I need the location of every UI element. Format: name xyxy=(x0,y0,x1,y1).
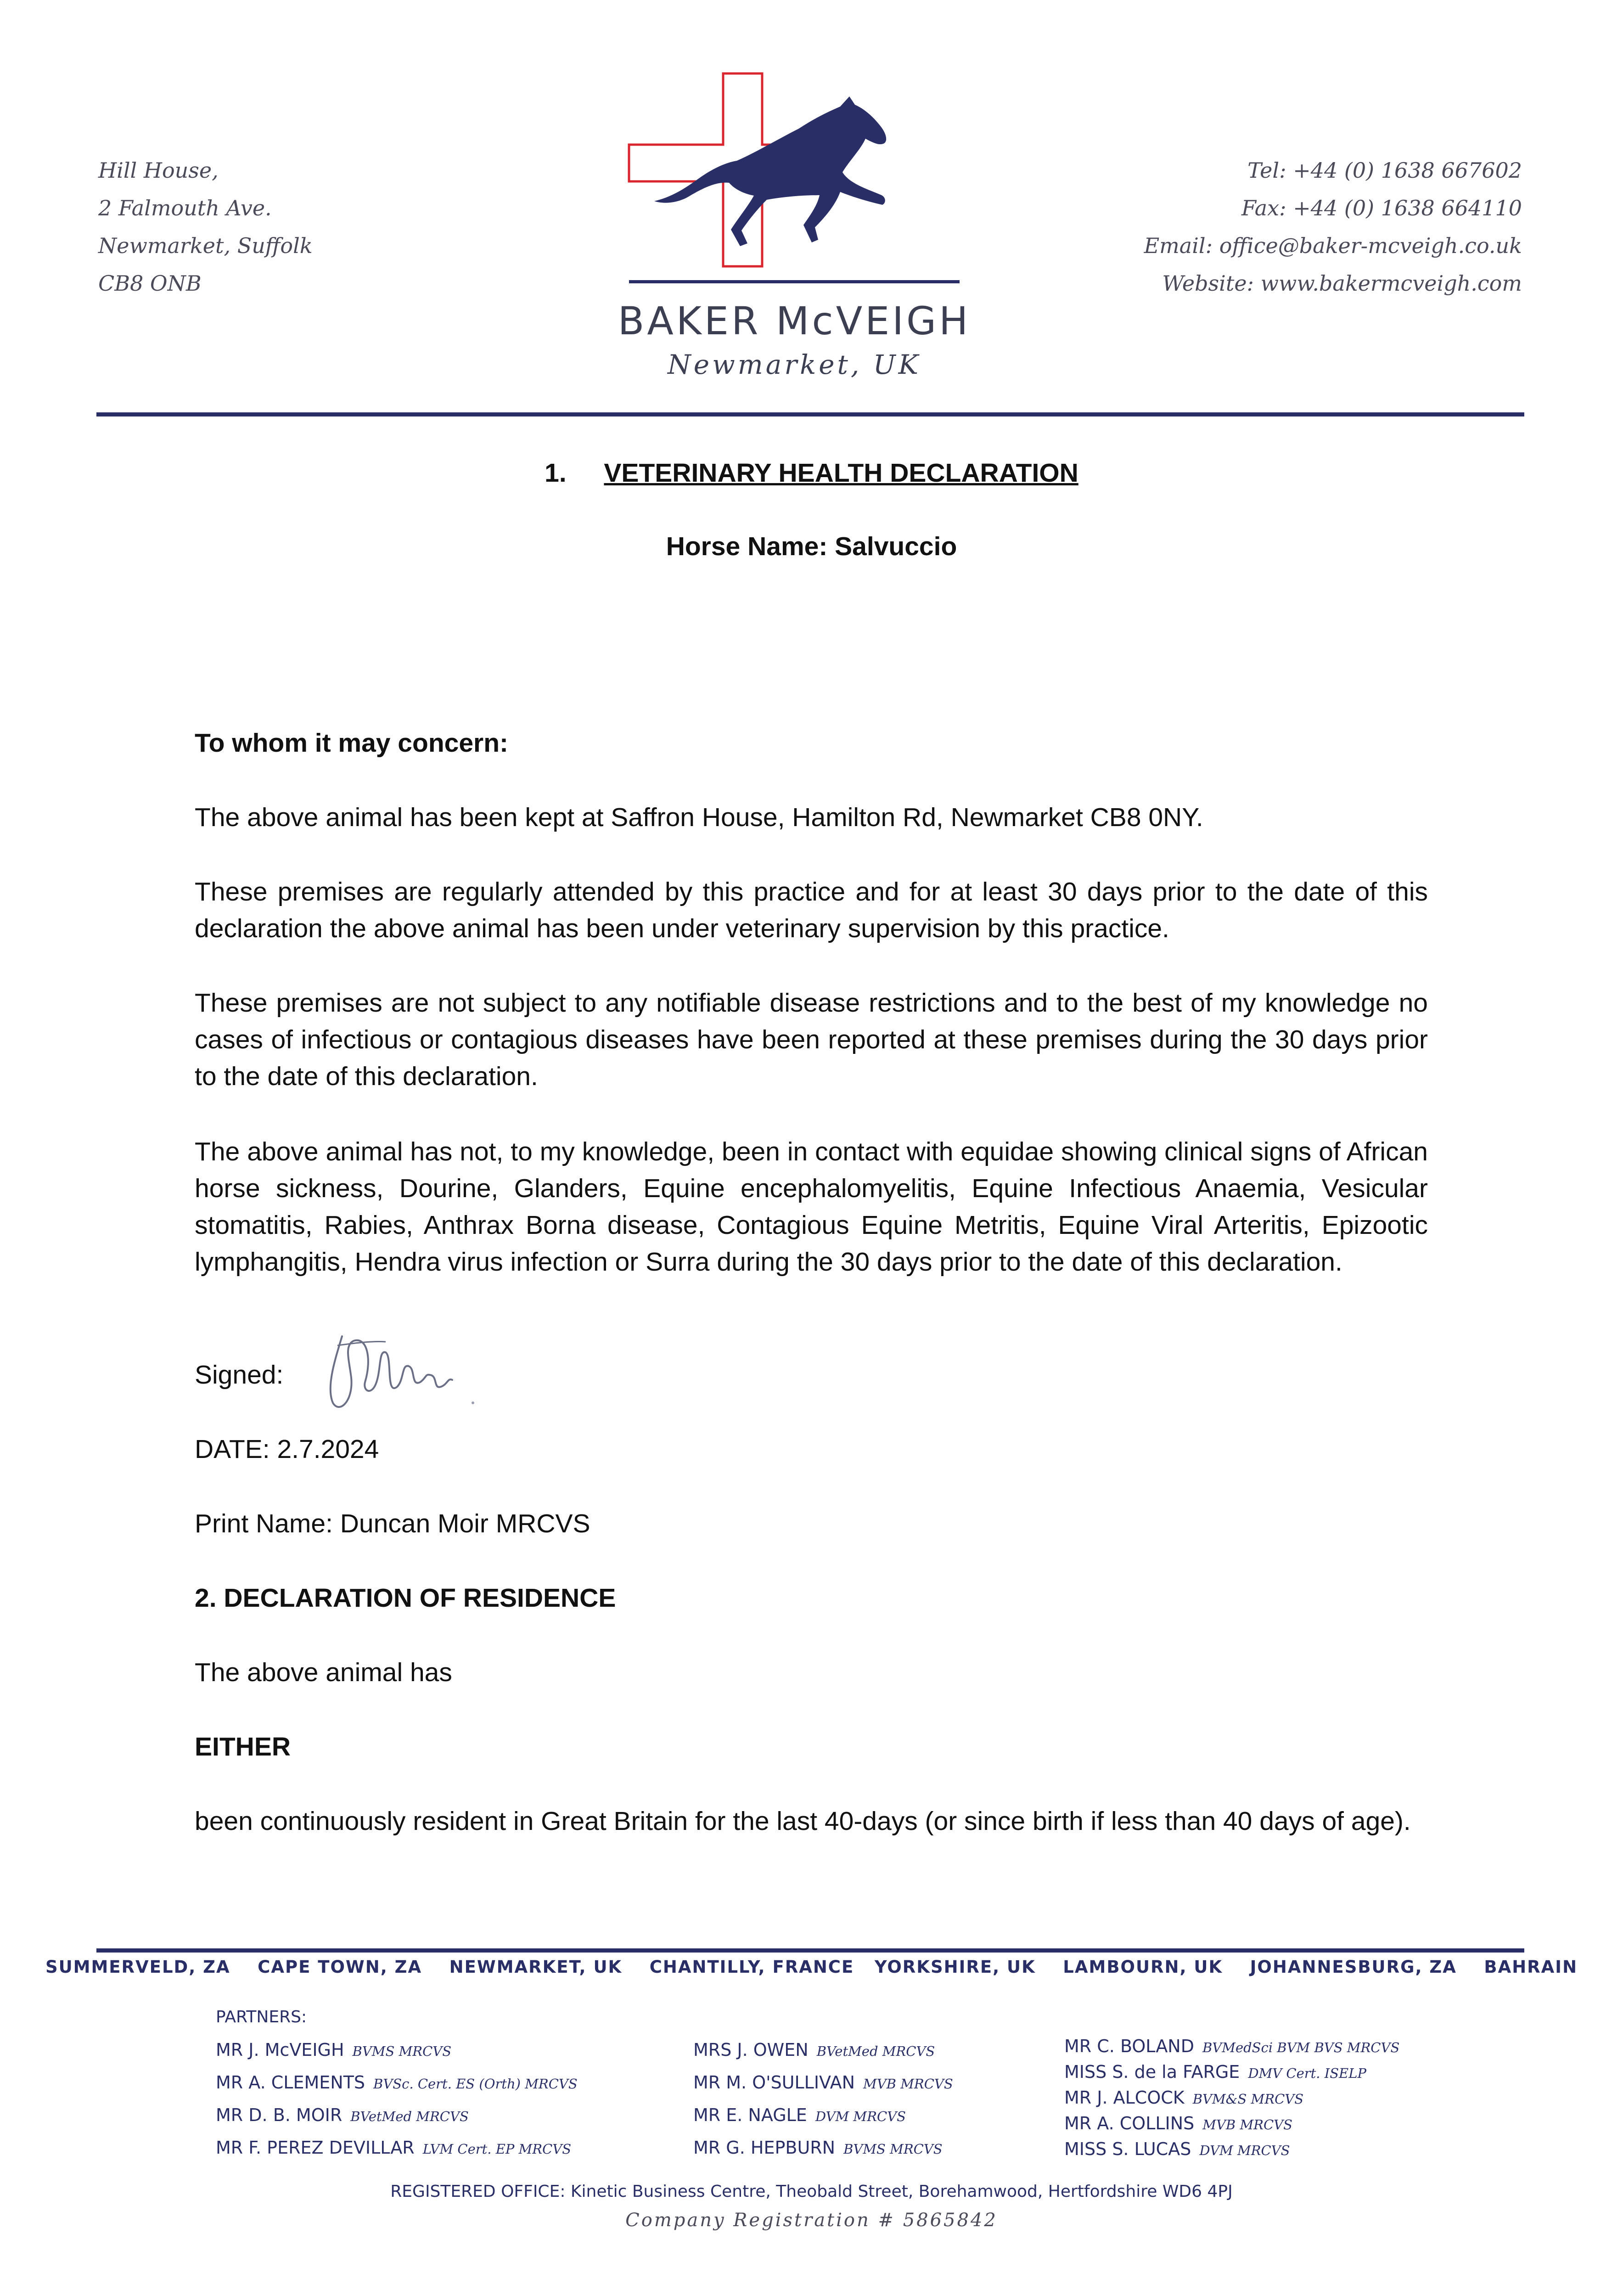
partner-entry xyxy=(1064,2137,1399,2163)
partner-name: MRS J. OWEN xyxy=(693,2040,809,2060)
partner-qualifications: MVB MRCVS xyxy=(863,2076,953,2092)
brand-name: BAKER McVEIGH xyxy=(618,298,971,343)
residence-option: been continuously resident in Great Britain for the last 40-days (or since birth if less than 40 days of age). xyxy=(195,1806,1411,1836)
partner-entry xyxy=(216,2067,578,2099)
partner-entry xyxy=(216,2132,578,2165)
signed-label: Signed: xyxy=(195,1360,284,1390)
paragraph-disease-restrictions: These premises are not subject to any notifiable disease restrictions and to the best of my knowledge no cases of infectious or contagious diseases have been reported at these premises during the 30 days prior to the date of this declaration. xyxy=(195,988,1428,1091)
print-name: Print Name: Duncan Moir MRCVS xyxy=(195,1509,590,1538)
header-divider xyxy=(96,412,1524,416)
residence-either: EITHER xyxy=(195,1732,291,1761)
partner-qualifications: DVM MRCVS xyxy=(815,2109,906,2124)
partner-qualifications: BVetMed MRCVS xyxy=(816,2043,935,2059)
partner-name: MR D. B. MOIR xyxy=(216,2105,343,2125)
letterhead-address xyxy=(98,152,313,302)
partner-qualifications: DMV Cert. ISELP xyxy=(1248,2065,1367,2081)
partners-column-1 xyxy=(216,2034,578,2165)
partner-qualifications: DVM MRCVS xyxy=(1199,2143,1290,2158)
paragraph-premises-location: The above animal has been kept at Saffron House, Hamilton Rd, Newmarket CB8 0NY. xyxy=(195,803,1203,832)
address-line: Newmarket, Suffolk xyxy=(98,233,313,258)
signature xyxy=(317,1318,482,1424)
partner-name: MR G. HEPBURN xyxy=(693,2138,836,2158)
partner-name: MR J. McVEIGH xyxy=(216,2040,344,2060)
partner-entry xyxy=(693,2132,953,2165)
contact-tel: Tel: +44 (0) 1638 667602 xyxy=(1247,158,1522,183)
registered-office: REGISTERED OFFICE: Kinetic Business Centre, Theobald Street, Borehamwood, Hertfordshire WD6 4PJ xyxy=(390,2182,1233,2201)
partner-entry xyxy=(693,2099,953,2132)
partner-qualifications: MVB MRCVS xyxy=(1202,2117,1292,2133)
partner-qualifications: BVM&S MRCVS xyxy=(1192,2091,1304,2107)
company-registration: Company Registration # 5865842 xyxy=(625,2210,998,2231)
horse-icon xyxy=(654,96,886,246)
partners-label: PARTNERS: xyxy=(216,2008,307,2026)
contact-website: Website: www.bakermcveigh.com xyxy=(1162,271,1522,296)
partner-entry xyxy=(216,2034,578,2067)
partner-entry xyxy=(693,2034,953,2067)
partner-name: MR F. PEREZ DEVILLAR xyxy=(216,2138,415,2158)
residence-intro: The above animal has xyxy=(195,1658,452,1687)
partner-qualifications: BVSc. Cert. ES (Orth) MRCVS xyxy=(373,2076,578,2092)
horse-name: Horse Name: Salvuccio xyxy=(666,532,957,561)
partner-qualifications: BVMS MRCVS xyxy=(352,2043,452,2059)
brand-location: Newmarket, UK xyxy=(668,349,921,380)
partner-entry xyxy=(216,2099,578,2132)
declaration-heading xyxy=(0,455,1623,491)
partner-name: MR C. BOLAND xyxy=(1064,2036,1194,2056)
logo-underline xyxy=(629,280,960,283)
partner-qualifications: BVMedSci BVM BVS MRCVS xyxy=(1202,2040,1400,2055)
partner-name: MR A. CLEMENTS xyxy=(216,2072,365,2093)
letterhead-contact xyxy=(1144,152,1522,302)
partner-name: MR M. O'SULLIVAN xyxy=(693,2072,855,2093)
declaration-date: DATE: 2.7.2024 xyxy=(195,1435,379,1464)
partner-qualifications: LVM Cert. EP MRCVS xyxy=(422,2141,572,2157)
salutation: To whom it may concern: xyxy=(195,728,509,758)
footer-offices: SUMMERVELD, ZA CAPE TOWN, ZA NEWMARKET, UK CHANTILLY, FRANCE YORKSHIRE, UK LAMBOURN, UK JOHANNESBURG, ZA BAHRAIN xyxy=(45,1957,1578,1977)
partner-name: MISS S. de la FARGE xyxy=(1064,2062,1240,2082)
partner-qualifications: BVetMed MRCVS xyxy=(350,2109,469,2124)
partner-name: MR J. ALCOCK xyxy=(1064,2088,1185,2108)
contact-fax: Fax: +44 (0) 1638 664110 xyxy=(1241,196,1522,220)
declaration-title: VETERINARY HEALTH DECLARATION xyxy=(604,458,1078,488)
partners-column-3 xyxy=(1064,2034,1399,2163)
partner-entry xyxy=(1064,2086,1399,2111)
partner-name: MISS S. LUCAS xyxy=(1064,2139,1191,2159)
partner-name: MR E. NAGLE xyxy=(693,2105,807,2125)
partner-entry xyxy=(693,2067,953,2099)
paragraph-supervision: These premises are regularly attended by this practice and for at least 30 days prior to the date of this declaration the above animal has been under veterinary supervision by this practice. xyxy=(195,877,1428,943)
address-line: 2 Falmouth Ave. xyxy=(98,196,272,220)
residence-heading: 2. DECLARATION OF RESIDENCE xyxy=(195,1583,616,1613)
partners-column-2 xyxy=(693,2034,953,2165)
partner-entry xyxy=(1064,2060,1399,2086)
partner-entry xyxy=(1064,2111,1399,2137)
address-line: Hill House, xyxy=(98,158,219,183)
contact-email: Email: office@baker-mcveigh.co.uk xyxy=(1144,233,1522,258)
declaration-number: 1. xyxy=(545,458,567,488)
footer-divider xyxy=(96,1948,1524,1953)
partner-name: MR A. COLLINS xyxy=(1064,2113,1195,2133)
paragraph-contact-declaration: The above animal has not, to my knowledge, been in contact with equidae showing clinical signs of African horse sickness, Dourine, Glanders, Equine encephalomyelitis, Equine Infectious Anaemia, Vesicular stomatitis, Rabies, Anthrax Borna disease, Contagious Equine Metritis, Equine Viral Arteritis, Epizootic lymphangitis, Hendra virus infection or Surra during the 30 days prior to the date of this declaration. xyxy=(195,1137,1428,1277)
partner-entry xyxy=(1064,2034,1399,2060)
address-line: CB8 ONB xyxy=(98,271,202,296)
partner-qualifications: BVMS MRCVS xyxy=(843,2141,943,2157)
